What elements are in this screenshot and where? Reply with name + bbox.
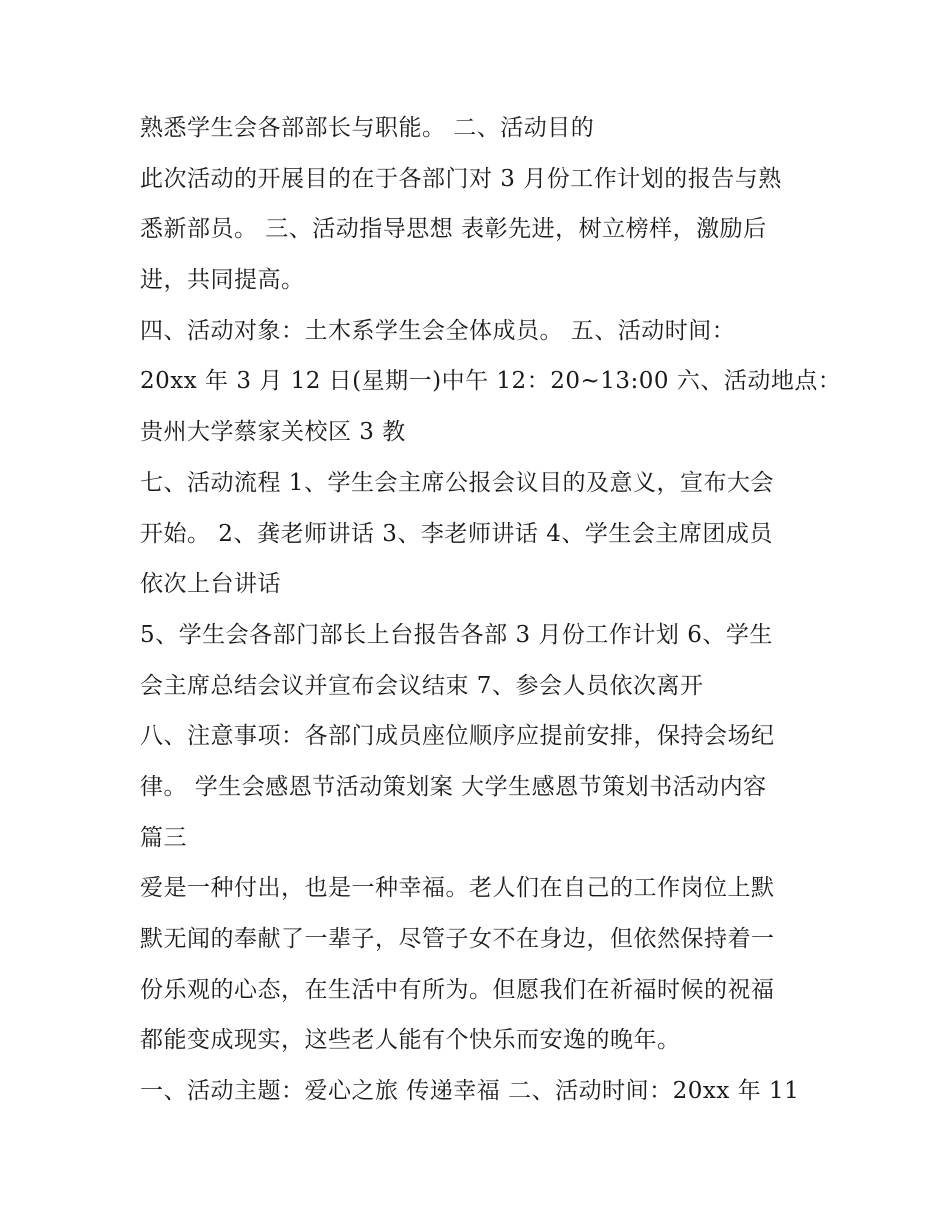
text-line: 八、注意事项：各部门成员座位顺序应提前安排，保持会场纪 <box>140 723 775 750</box>
text-line: 律。 学生会感恩节活动策划案 大学生感恩节策划书活动内容 <box>140 773 767 800</box>
text-line: 开始。 2、龚老师讲话 3、李老师讲话 4、学生会主席团成员 <box>140 520 773 547</box>
text-line: 都能变成现实，这些老人能有个快乐而安逸的晚年。 <box>140 1027 681 1054</box>
text-line: 进，共同提高。 <box>140 267 305 294</box>
text-line: 此次活动的开展目的在于各部门对 3 月份工作计划的报告与熟 <box>140 165 782 192</box>
document-body <box>140 108 842 1122</box>
text-line: 悉新部员。 三、活动指导思想 表彰先进，树立榜样，激励后 <box>140 216 767 243</box>
text-line: 七、活动流程 1、学生会主席公报会议目的及意义，宣布大会 <box>140 469 774 496</box>
text-line: 篇三 <box>140 824 187 851</box>
text-line: 四、活动对象：土木系学生会全体成员。 五、活动时间： <box>140 317 736 344</box>
text-line: 默无闻的奉献了一辈子，尽管子女不在身边，但依然保持着一 <box>140 926 775 952</box>
text-line: 5、学生会各部门部长上台报告各部 3 月份工作计划 6、学生 <box>140 621 773 648</box>
text-line: 熟悉学生会各部部长与职能。 二、活动目的 <box>140 115 595 141</box>
text-line: 依次上台讲话 <box>140 571 281 598</box>
text-line: 20xx 年 3 月 12 日(星期一)中午 12：20~13:00 六、活动地点： <box>140 368 842 395</box>
text-line: 份乐观的心态，在生活中有所为。但愿我们在祈福时候的祝福 <box>140 976 775 1003</box>
text-line: 一、活动主题：爱心之旅 传递幸福 二、活动时间：20xx 年 11 <box>140 1078 800 1105</box>
text-line: 爱是一种付出，也是一种幸福。老人们在自己的工作岗位上默 <box>140 875 775 902</box>
text-line: 会主席总结会议并宣布会议结束 7、参会人员依次离开 <box>140 672 704 699</box>
text-line: 贵州大学蔡家关校区 3 教 <box>140 419 406 446</box>
